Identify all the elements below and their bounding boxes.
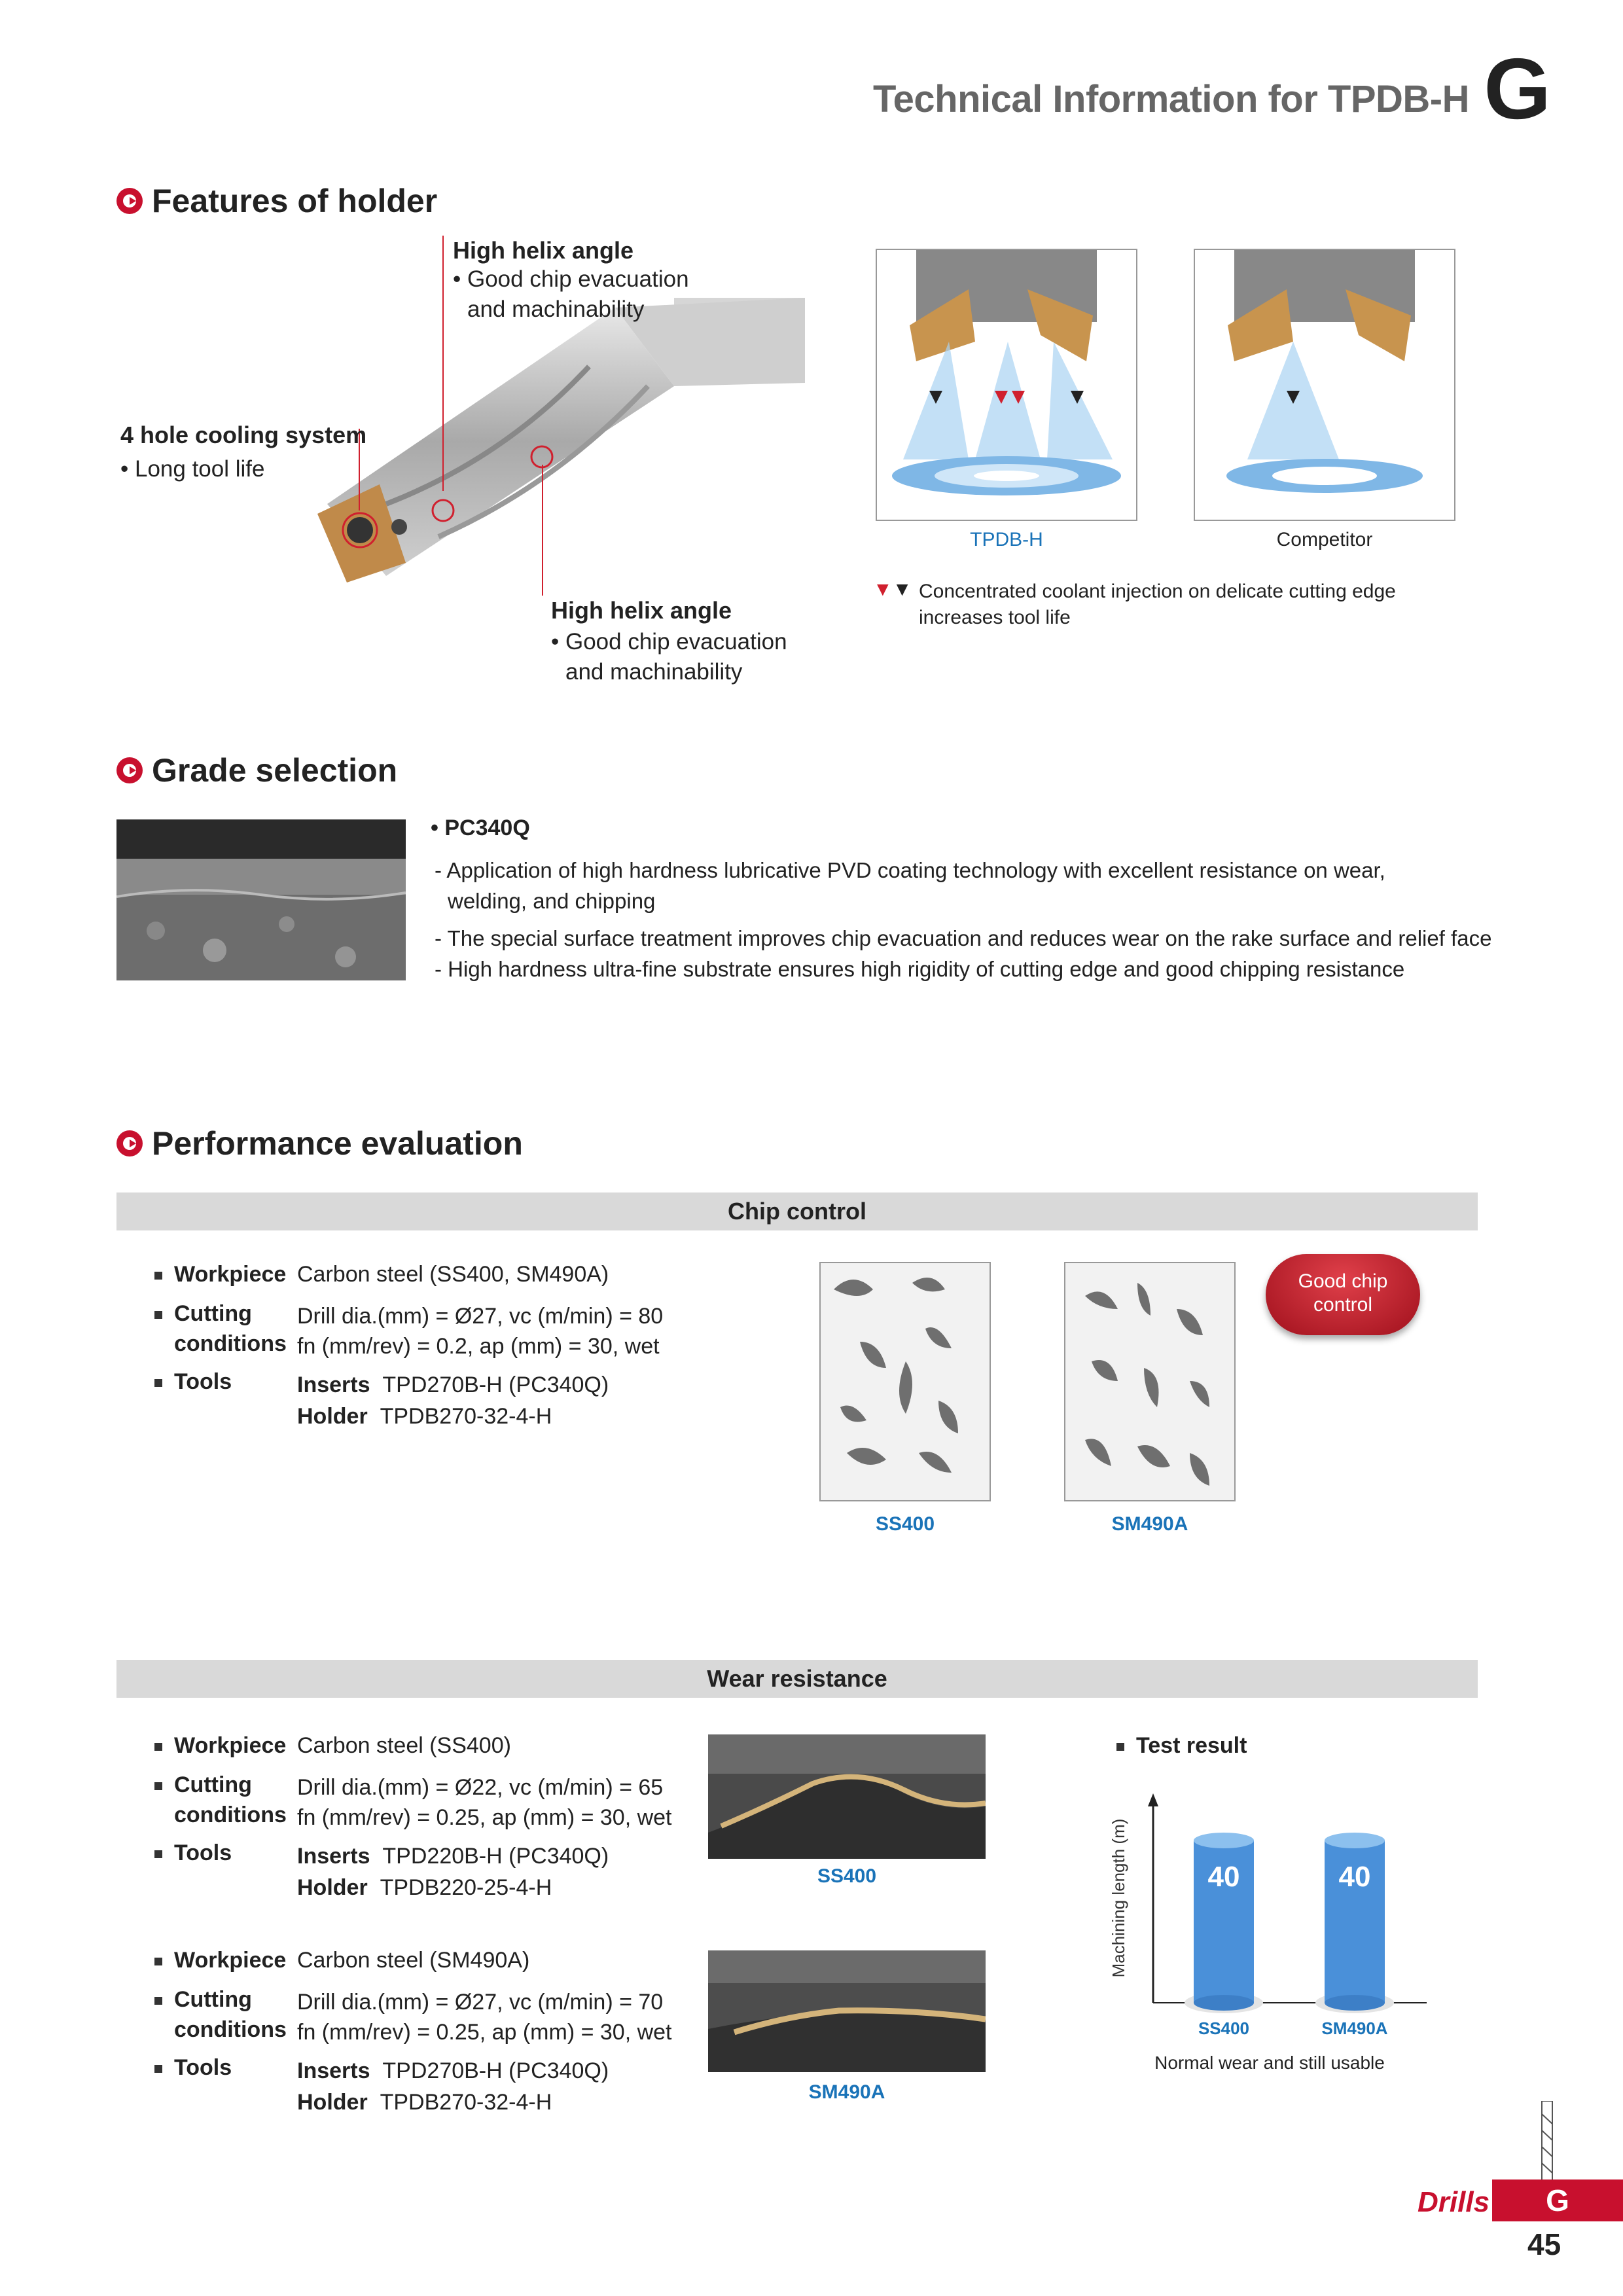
competitor-label: Competitor [1276,529,1373,550]
holder-value: TPDB270-32-4-H [380,2090,552,2115]
square-bullet-icon [154,1272,162,1280]
cutting-value: Drill dia.(mm) = Ø27, vc (m/min) = 70 [297,1990,664,2015]
wear1-workpiece-row [154,1733,286,1759]
coating-micrograph-image [116,819,406,980]
wear1-workpiece-value: Carbon steel (SS400) [297,1733,511,1758]
competitor-coolant-figure [1195,250,1454,520]
bar-bottom [1194,1995,1254,2011]
spec-label: conditions [174,1331,287,1356]
wear-photo-sm490a [708,1950,986,2072]
good-chip-control-badge [1266,1254,1420,1335]
spec-label: Inserts [297,2058,370,2083]
chapter-letter: G [1484,41,1551,137]
grade-bullet: - The special surface treatment improves chip evacuation and reduces wear on the rake surface and relief face [435,926,1492,950]
spec-label: Workpiece [174,1733,287,1758]
chip-control-bar: Chip control [116,1193,1478,1230]
spec-label: Holder [297,1875,368,1900]
square-bullet-icon [154,1311,162,1319]
spec-label: Workpiece [174,1262,287,1287]
spec-label: Tools [174,2055,232,2080]
wear2-cutting-row [154,1984,287,2045]
square-bullet-icon [154,1379,162,1387]
wear2-cutting-values [297,1987,672,2047]
coolant-note-line1: Concentrated coolant injection on delicate cutting edge [919,581,1396,602]
callout-top [453,237,689,325]
section-bullet-icon [116,188,143,214]
chip-photo-ss400-label: SS400 [875,1513,935,1535]
chip-workpiece-value: Carbon steel (SS400, SM490A) [297,1262,609,1287]
test-result-label: Test result [1136,1733,1247,1758]
grade-bullet: - Application of high hardness lubricative PVD coating technology with excellent resistance on wear, [435,858,1385,882]
spec-label: Cutting [174,1772,252,1797]
test-result-heading [1116,1733,1247,1759]
inserts-value: TPD270B-H (PC340Q) [382,1372,609,1397]
section-bullet-icon [116,1130,143,1157]
spec-label: Tools [174,1369,232,1394]
grade-bullets [435,855,1491,984]
square-bullet-icon [154,1997,162,2005]
wear1-tools-row [154,1840,232,1866]
wear2-tools-values [297,2055,609,2118]
spec-label: conditions [174,1803,287,1827]
inserts-value: TPD220B-H (PC340Q) [382,1844,609,1869]
chip-workpiece-row [154,1262,286,1287]
callout-left-heading: 4 hole cooling system [120,422,367,448]
page-header-title: Technical Information for TPDB-H [873,78,1469,120]
bar-bottom [1325,1995,1385,2011]
spec-label: Inserts [297,1844,370,1869]
spec-label: Cutting [174,1987,252,2012]
callout-bottom [551,597,787,687]
bar-top [1325,1833,1385,1848]
spec-label: Cutting [174,1301,252,1326]
performance-title-text: Performance evaluation [152,1125,523,1162]
spec-label: Tools [174,1840,232,1865]
square-bullet-icon [154,2065,162,2073]
grade-name-text: PC340Q [444,816,530,840]
spec-label: conditions [174,2017,287,2042]
cutting-value: fn (mm/rev) = 0.25, ap (mm) = 30, wet [297,2020,672,2045]
coolant-note-line2: increases tool life [919,607,1071,628]
bar-category-label: SS400 [1198,2018,1250,2038]
competitor-coolant-image [1194,249,1455,521]
callout-left [120,422,366,484]
grade-bullet: - High hardness ultra-fine substrate ensures high rigidity of cutting edge and good chipping resistance [435,957,1405,981]
callout-top-line2: and machinability [467,296,645,322]
tpdb-h-coolant-figure [877,250,1136,520]
y-axis-arrow-icon [1148,1793,1158,1806]
page-number: 45 [1527,2227,1561,2261]
bar-value-label: 40 [1338,1861,1371,1893]
square-bullet-icon [154,1782,162,1790]
spec-label: Holder [297,2090,368,2115]
wear1-tools-values [297,1840,609,1903]
square-bullet-icon [154,1743,162,1751]
performance-section-title [116,1124,523,1162]
cutting-value: fn (mm/rev) = 0.2, ap (mm) = 30, wet [297,1334,660,1359]
wear2-workpiece-row [154,1948,286,1973]
cutting-value: Drill dia.(mm) = Ø22, vc (m/min) = 65 [297,1775,664,1800]
wear2-workpiece-value: Carbon steel (SM490A) [297,1948,530,1973]
holder-value: TPDB220-25-4-H [380,1875,552,1900]
callout-line-top [442,236,444,491]
cutting-value: Drill dia.(mm) = Ø27, vc (m/min) = 80 [297,1304,664,1329]
callout-bottom-line1: • Good chip evacuation [551,629,787,655]
arrow-down-icon: ▼▼ [873,579,912,600]
chip-tools-row [154,1369,232,1395]
badge-line1: Good chip [1298,1270,1388,1292]
bar-top [1194,1833,1254,1848]
wear-photo-sm490a-label: SM490A [808,2081,885,2103]
chip-cutting-values [297,1301,663,1361]
callout-top-heading: High helix angle [453,237,634,264]
wear-photo-ss400 [708,1734,986,1859]
features-title-text: Features of holder [152,183,438,219]
holder-value: TPDB270-32-4-H [380,1404,552,1429]
cutting-value: fn (mm/rev) = 0.25, ap (mm) = 30, wet [297,1805,672,1830]
footer-chapter-tab: G [1492,2179,1623,2221]
wear2-tools-row [154,2055,232,2081]
drill-bit-icon [1534,2101,1560,2186]
spec-label: Workpiece [174,1948,287,1973]
wear1-cutting-row [154,1770,287,1830]
square-bullet-icon [154,1958,162,1965]
grade-bullet: welding, and chipping [448,889,656,913]
chip-photo-sm490a-label: SM490A [1111,1513,1188,1535]
footer-section-label: Drills [1418,2186,1490,2218]
spec-label: Inserts [297,1372,370,1397]
square-bullet-icon [154,1850,162,1858]
bar-category-label: SM490A [1321,2018,1388,2038]
chip-photo-sm490a [1064,1262,1236,1501]
spec-label: Holder [297,1404,368,1429]
wear1-cutting-values [297,1772,672,1833]
square-bullet-icon [1116,1743,1124,1751]
callout-left-line1: • Long tool life [120,456,265,482]
callout-bottom-heading: High helix angle [551,597,732,624]
test-result-caption: Normal wear and still usable [1154,2053,1385,2073]
grade-section-title [116,751,397,789]
coolant-note [919,579,1396,631]
tpdb-h-label: TPDB-H [970,529,1043,550]
features-section-title [116,182,437,220]
badge-line2: control [1313,1294,1373,1316]
section-bullet-icon [116,757,143,783]
inserts-value: TPD270B-H (PC340Q) [382,2058,609,2083]
chip-cutting-row [154,1299,287,1359]
chip-tools-values [297,1369,609,1432]
grade-title-text: Grade selection [152,752,398,789]
drill-holder-illustration [308,288,805,583]
chip-photo-ss400 [819,1262,991,1501]
wear-photo-ss400-label: SS400 [817,1865,877,1887]
bar-value-label: 40 [1207,1861,1240,1893]
grade-name: • PC340Q [431,816,530,840]
callout-top-line1: • Good chip evacuation [453,266,689,292]
tpdb-h-coolant-image [876,249,1137,521]
chart-y-axis-label: Machining length (m) [1109,1818,1128,1978]
callout-bottom-line2: and machinability [565,659,743,685]
wear-resistance-bar: Wear resistance [116,1660,1478,1698]
machining-length-chart [1106,1780,1446,2042]
callout-line-bottom [542,465,543,596]
